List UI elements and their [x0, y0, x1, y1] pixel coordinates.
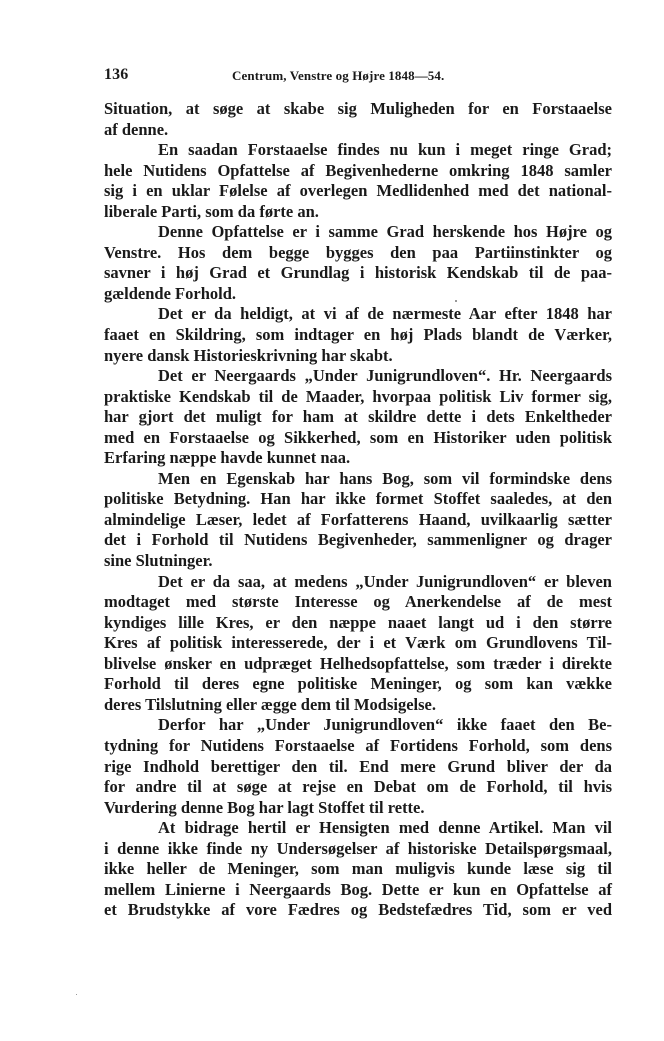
- body-text: [104, 99, 612, 921]
- text-line: har gjort det muligt for ham at skildre dette i dets Enkeltheder: [104, 407, 612, 427]
- text-line: Erfaring næppe havde kunnet naa.: [104, 448, 351, 468]
- text-line: deres Tilslutning eller ægge dem til Modsigelse.: [104, 694, 436, 714]
- text-line: Venstre. Hos dem begge bygges den paa Partiinstinkter og: [104, 242, 612, 262]
- text-line: Derfor har „Under Junigrundloven“ ikke faaet den Be-: [158, 715, 612, 735]
- text-line: Situation, at søge at skabe sig Muligheden for en Forstaaelse: [104, 99, 612, 118]
- text-line: mellem Linierne i Neergaards Bog. Dette er kun en Opfattelse af: [104, 879, 612, 899]
- text-line: i denne ikke finde ny Undersøgelser af historiske Detailspørgsmaal,: [104, 838, 612, 858]
- text-line: Det er da heldigt, at vi af de nærmeste Aar efter 1848 har: [158, 304, 612, 324]
- text-line: et Brudstykke af vore Fædres og Bedstefædres Tid, som er ved: [104, 900, 612, 920]
- text-line: med en Forstaaelse og Sikkerhed, som en Historiker uden politisk: [104, 427, 612, 447]
- text-line: modtaget med største Interesse og Anerkendelse af de mest: [104, 592, 612, 612]
- text-line: Vurdering denne Bog har lagt Stoffet til rette.: [104, 797, 425, 817]
- text-line: ikke heller de Meninger, som man muligvis kunde læse sig til: [104, 859, 612, 879]
- page-number: 136: [104, 66, 129, 83]
- text-line: sig i en uklar Følelse af overlegen Medlidenhed med det national-: [104, 181, 612, 201]
- text-line: sine Slutninger.: [104, 551, 213, 571]
- print-speck: [76, 994, 77, 995]
- text-line: Denne Opfattelse er i samme Grad herskende hos Højre og: [158, 222, 612, 242]
- text-line: En saadan Forstaaelse findes nu kun i meget ringe Grad;: [158, 140, 612, 160]
- text-line: Det er Neergaards „Under Junigrundloven“. Hr. Neergaards: [158, 366, 612, 386]
- text-line: blivelse ønsker en udpræget Helhedsopfattelse, som træder i direkte: [104, 653, 612, 673]
- running-head: [104, 66, 612, 86]
- text-line: Men en Egenskab har hans Bog, som vil formindske dens: [158, 468, 612, 488]
- text-line: At bidrage hertil er Hensigten med denne Artikel. Man vil: [158, 818, 612, 838]
- text-line: det i Forhold til Nutidens Begivenheder, sammenligner og drager: [104, 530, 612, 550]
- text-line: rige Indhold berettiger den til. End mere Grund bliver der da: [104, 756, 612, 776]
- text-line: politiske Betydning. Han har ikke formet Stoffet saaledes, at den: [104, 489, 612, 509]
- text-line: hele Nutidens Opfattelse af Begivenhederne omkring 1848 samler: [104, 160, 612, 180]
- text-line: gældende Forhold.: [104, 283, 237, 303]
- text-line: af denne.: [104, 119, 169, 139]
- text-line: kyndiges lille Kres, er den næppe naaet langt ud i den større: [104, 612, 612, 632]
- text-line: almindelige Læser, ledet af Forfatterens Haand, uvilkaarlig sætter: [104, 509, 612, 529]
- text-line: for andre til at søge at rejse en Debat om de Forhold, til hvis: [104, 777, 612, 797]
- print-speck: [455, 300, 457, 302]
- text-line: liberale Parti, som da førte an.: [104, 201, 319, 221]
- text-line: nyere dansk Historieskrivning har skabt.: [104, 345, 393, 365]
- running-title: Centrum, Venstre og Højre 1848—54.: [232, 68, 445, 83]
- text-line: savner i høj Grad et Grundlag i historisk Kendskab til de paa-: [104, 263, 612, 283]
- text-line: Forhold til deres egne politiske Meninger, og som kan vække: [104, 674, 612, 694]
- text-line: faaet en Skildring, som indtager en høj Plads blandt de Værker,: [104, 325, 612, 345]
- text-line: praktiske Kendskab til de Maader, hvorpaa politisk Liv former sig,: [104, 386, 612, 406]
- text-line: Det er da saa, at medens „Under Junigrundloven“ er bleven: [158, 571, 612, 591]
- text-line: Kres af politisk interesserede, der i et Værk om Grundlovens Til-: [104, 633, 612, 653]
- text-line: tydning for Nutidens Forstaaelse af Fortidens Forhold, som dens: [104, 735, 612, 755]
